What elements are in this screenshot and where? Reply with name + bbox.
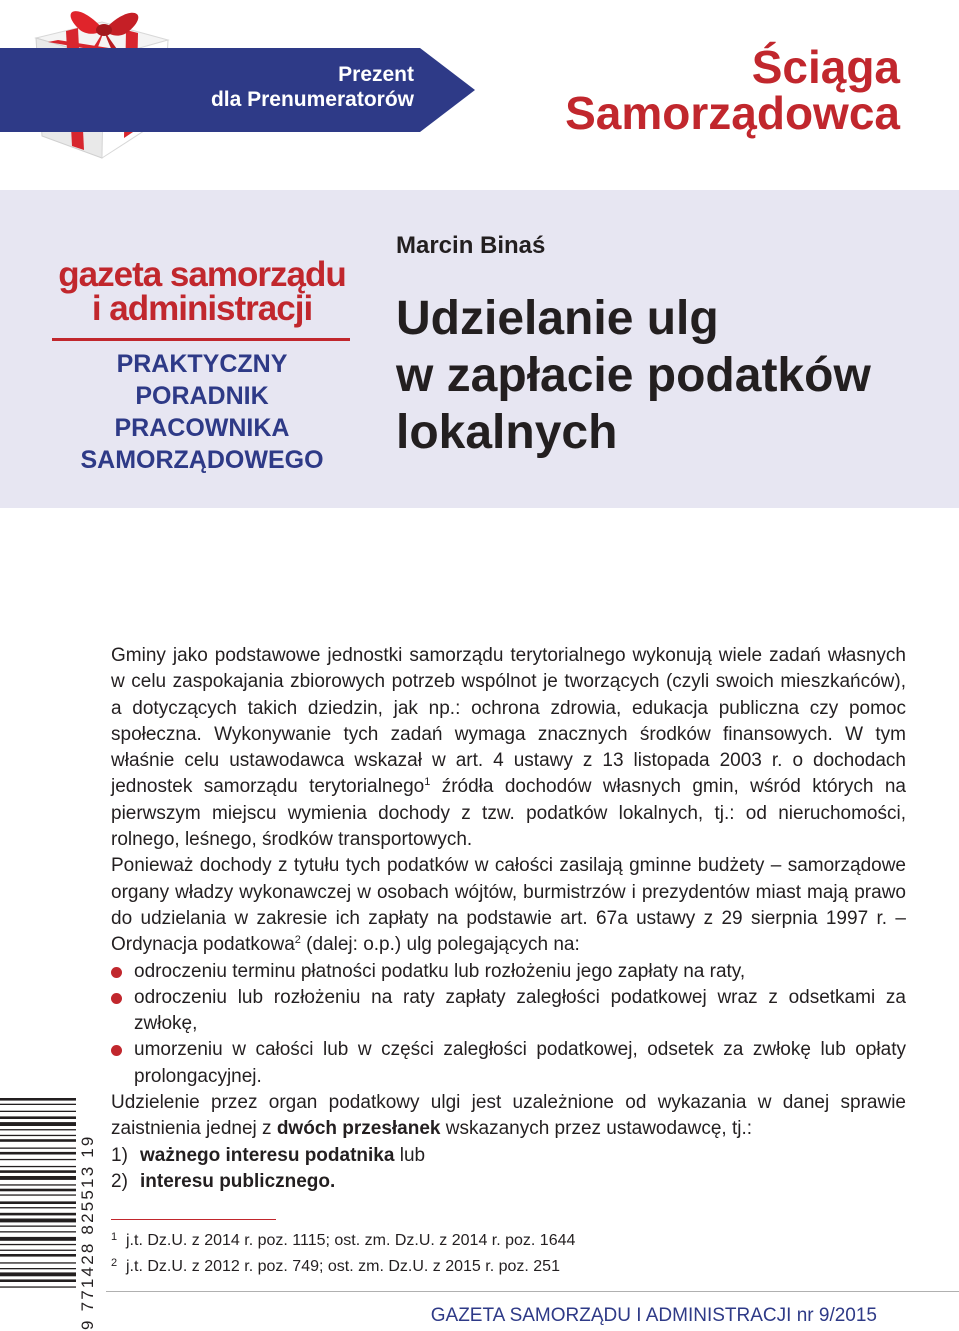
footnote-2	[111, 1252, 575, 1278]
publication-subtitle-line-3: SAMORZĄDOWEGO	[80, 446, 324, 474]
paragraph-1-text-cont: źródła dochodów własnych gmin, wśród których na pierwszym miejscu wymienia dochody z tzw. podatków lokalnych, tj.: od nieruchomości, rolnego, leśnego, środków transportowych.	[111, 776, 906, 851]
list-item	[111, 1037, 906, 1090]
footer-divider	[106, 1291, 959, 1292]
barcode-bar	[0, 1286, 76, 1287]
paragraph-3-text: Udzielenie przez organ podatkowy ulgi jest uzależnione od wykazania w danej sprawie zaistnienia jednej z	[111, 1092, 906, 1140]
publication-subtitle-line-2: PRACOWNIKA	[114, 414, 290, 442]
paragraph-2-text-cont: (dalej: o.p.) ulg polegających na:	[300, 934, 580, 956]
publication-divider	[52, 338, 350, 341]
barcode-bar	[0, 1219, 76, 1223]
publication-title-line-2: i administracji	[91, 289, 313, 328]
article-title-line-2: w zapłacie podatków	[396, 349, 871, 402]
paragraph-1-text: Gminy jako podstawowe jednostki samorządu terytorialnego wykonują wiele zadań własnych w celu zaspokajania zbiorowych potrzeb wspólnot je tworzących (czyli swoich mieszkańców), a dotyczących takich dziedzin, jak np.: ochrona zdrowia, edukacja publiczna czy pomoc społeczna. Wykonywanie tych zadań wymaga znacznych środków finansowych. W tym właśnie celu ustawodawca wskazał w art. 4 ustawy z 13 listopada 2003 r. o dochodach jednostek samorządu terytorialnego	[111, 645, 906, 798]
paragraph-2-text: Ponieważ dochody z tytułu tych podatków w całości zasilają gminne budżety – samorządowe organy władzy wykonawczej w osobach wójtów, burmistrzów i prezydentów miast mają prawo do udzielania w zakresie ich zapłaty na podstawie art. 67a ustawy z 29 sierpnia 1997 r. – Ordynacja podatkowa	[111, 855, 906, 956]
list-item-bold: ważnego interesu podatnika	[140, 1144, 395, 1166]
article-title-line-3: lokalnych	[396, 406, 618, 459]
barcode-bar	[0, 1148, 76, 1149]
publication-subtitle-line-1: PRAKTYCZNY PORADNIK	[116, 350, 288, 410]
footnote-ref-2: 2	[294, 934, 301, 947]
list-item-bold: interesu publicznego.	[140, 1170, 336, 1192]
barcode-bar	[0, 1111, 76, 1112]
barcode-number: 9 771428 825513 19	[78, 1134, 97, 1330]
brand-line-1: Ściąga	[751, 41, 900, 93]
barcode-bar	[0, 1254, 76, 1257]
promo-line-2: dla Prenumeratorów	[210, 88, 414, 111]
barcode-bar	[0, 1139, 76, 1142]
barcode-bar	[0, 1213, 76, 1216]
barcode-bar	[0, 1207, 76, 1208]
brand-line-2: Samorządowca	[565, 87, 900, 139]
brand-title	[520, 41, 900, 139]
list-number: 1)	[111, 1144, 128, 1166]
barcode-bar	[0, 1159, 76, 1160]
barcode-bar	[0, 1122, 76, 1126]
paragraph-3-bold: dwóch przesłanek	[276, 1118, 441, 1140]
footnote-number: 1	[111, 1231, 118, 1243]
list-item	[111, 1169, 906, 1195]
footnote-number: 2	[111, 1257, 118, 1269]
bullet-icon	[111, 1045, 122, 1056]
barcode-bar	[0, 1170, 76, 1173]
footer-text: GAZETA SAMORZĄDU I ADMINISTRACJI nr 9/2015	[430, 1305, 877, 1326]
bullet-icon	[111, 967, 122, 978]
article-title	[396, 290, 936, 461]
barcode-bar	[0, 1116, 76, 1119]
list-item	[111, 959, 906, 985]
footnote-divider	[111, 1219, 276, 1220]
list-item-text: lub	[394, 1144, 426, 1166]
promo-line-1: Prezent	[338, 63, 414, 86]
premises-list	[111, 1143, 906, 1196]
barcode-bar	[0, 1279, 76, 1282]
paragraph-3-text-cont: wskazanych przez ustawodawcę, tj.:	[440, 1118, 753, 1140]
list-item-text: odroczeniu lub rozłożeniu na raty zapłaty zaległości podatkowej wraz z odsetkami za zwłokę,	[134, 986, 906, 1035]
barcode-bar	[0, 1226, 76, 1227]
barcode-bar	[0, 1166, 76, 1167]
publication-logo	[52, 255, 352, 328]
barcode-bar	[0, 1152, 76, 1155]
barcode-bar	[0, 1129, 76, 1130]
barcode-bar	[0, 1272, 76, 1276]
paragraph-1	[111, 643, 906, 853]
paragraph-2	[111, 853, 906, 958]
barcode-bar	[0, 1189, 76, 1192]
promo-banner-text	[150, 62, 414, 112]
relief-list	[111, 959, 906, 1090]
paragraph-3	[111, 1090, 906, 1143]
footnote-text: j.t. Dz.U. z 2014 r. poz. 1115; ost. zm. Dz.U. z 2014 r. poz. 1644	[126, 1232, 576, 1249]
footnote-1	[111, 1226, 575, 1252]
barcode-bar	[0, 1237, 76, 1241]
barcode-bar	[0, 1104, 76, 1105]
footnotes	[111, 1226, 575, 1278]
barcode-bar	[0, 1268, 76, 1269]
barcode-bar	[0, 1262, 76, 1263]
publication-title-line-1: gazeta samorządu	[58, 255, 346, 294]
list-item	[111, 1143, 906, 1169]
article-body	[111, 643, 906, 1195]
publication-subtitle	[52, 348, 352, 476]
barcode-bar	[0, 1135, 76, 1136]
barcode-bar	[0, 1184, 76, 1185]
bullet-icon	[111, 993, 122, 1004]
barcode-bar	[0, 1176, 76, 1180]
list-item-text: umorzeniu w całości lub w części zaległości podatkowej, odsetek za zwłokę lub opłaty prolongacyjnej.	[134, 1039, 906, 1087]
list-number: 2)	[111, 1170, 128, 1192]
barcode-bar	[0, 1201, 76, 1204]
barcode-bar	[0, 1250, 76, 1251]
footnote-ref-1: 1	[424, 776, 431, 789]
list-item-text: odroczeniu terminu płatności podatku lub rozłożeniu jego zapłaty na raty,	[134, 960, 746, 982]
barcode-bar	[0, 1194, 76, 1195]
article-title-line-1: Udzielanie ulg	[396, 292, 719, 345]
barcode-bar	[0, 1098, 76, 1101]
barcode-bar	[0, 1244, 76, 1245]
article-author: Marcin Binaś	[396, 232, 546, 259]
footnote-text: j.t. Dz.U. z 2012 r. poz. 749; ost. zm. Dz.U. z 2015 r. poz. 251	[126, 1258, 560, 1275]
list-item	[111, 985, 906, 1038]
barcode-bar	[0, 1231, 76, 1232]
